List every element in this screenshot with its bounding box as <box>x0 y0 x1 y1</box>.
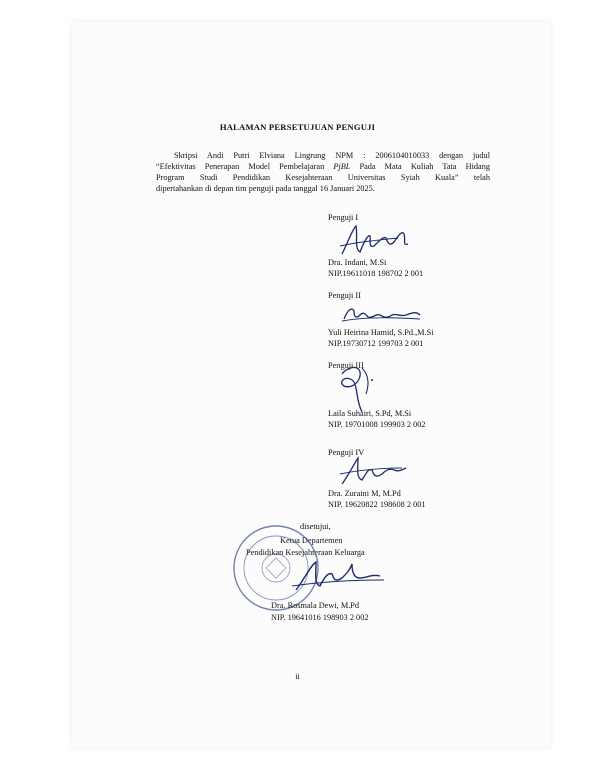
examiner-3-nip: NIP. 19701008 199903 2 002 <box>328 420 426 429</box>
paragraph-line-3: Program Studi Pendidikan Kesejahteraan Universitas Syiah Kuala” telah <box>156 173 490 182</box>
examiner-2-nip: NIP.19730712 199703 2 001 <box>328 339 424 348</box>
approval-status: disetujui, <box>300 522 331 531</box>
page-title: HALAMAN PERSETUJUAN PENGUJI <box>219 122 376 132</box>
pjbl-italic: PjBL <box>333 162 351 171</box>
examiner-4-signature <box>336 454 408 488</box>
paragraph-line-2 <box>156 162 490 172</box>
examiner-1-name: Dra. Indani, M.Si <box>328 258 387 267</box>
examiner-4-name: Dra. Zuraini M, M.Pd <box>328 489 401 498</box>
examiner-3-name: Laila Suhairi, S.Pd, M.Si <box>328 409 412 418</box>
examiner-4-label: Penguji IV <box>328 448 365 457</box>
examiner-2-signature <box>340 303 424 325</box>
examiner-4-nip: NIP. 19620822 198608 2 001 <box>328 500 426 509</box>
examiner-1-signature <box>338 222 412 258</box>
examiner-1-nip: NIP.19611018 198702 2 001 <box>328 269 424 278</box>
paragraph-line-1: Skripsi Andi Putri Elviana Lingrung NPM : 2006104010033 dengan judul <box>174 151 490 160</box>
examiner-1-label: Penguji I <box>328 213 359 222</box>
head-nip: NIP. 19641016 198903 2 002 <box>271 613 369 622</box>
page-number: ii <box>295 672 300 681</box>
examiner-3-label: Penguji III <box>328 361 364 370</box>
paragraph-line-2-text: “Efektivitas Penerapan Model Pembelajaran PjBL Pada Mata Kuliah Tata Hidang <box>156 162 490 171</box>
approval-position-line-1: Ketua Departemen <box>280 536 343 545</box>
examiner-2-label: Penguji II <box>328 291 361 300</box>
head-signature <box>290 556 386 596</box>
examiner-2-name: Yuli Heirina Hamid, S.Pd.,M.Si <box>328 328 434 337</box>
paragraph-line-4: dipertahankan di depan tim penguji pada tanggal 16 Januari 2025. <box>156 184 375 193</box>
head-name: Dra. Rosmala Dewi, M.Pd <box>271 601 360 610</box>
approval-position-line-2: Pendidikan Kesejahteraan Keluarga <box>246 548 365 557</box>
